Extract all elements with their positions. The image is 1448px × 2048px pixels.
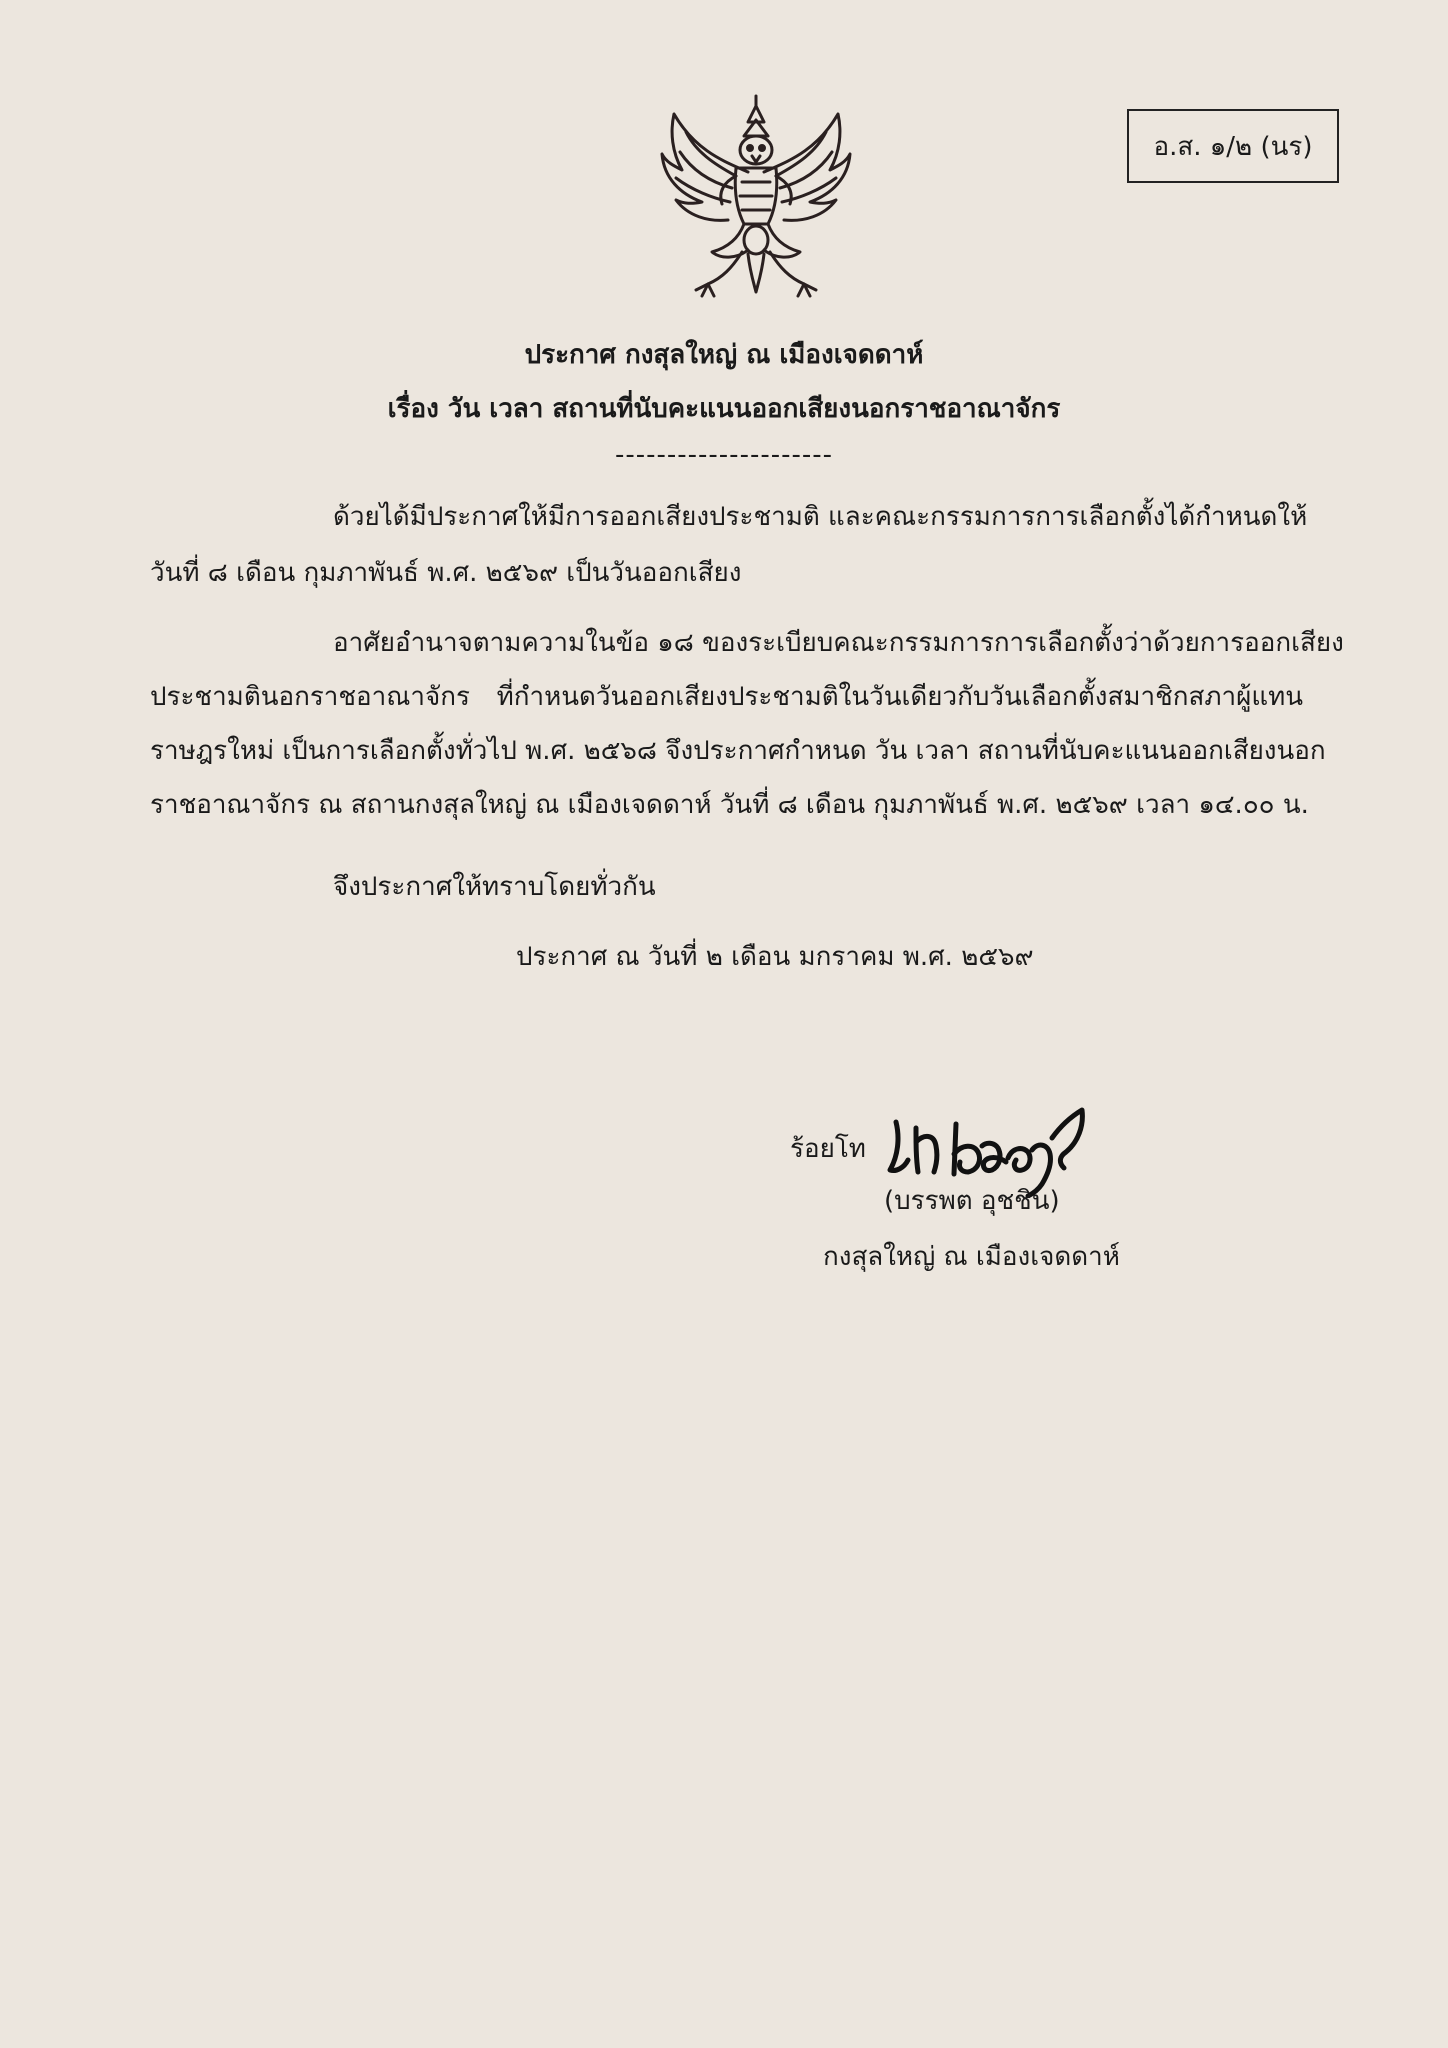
title-divider: --------------------- — [614, 440, 834, 470]
paragraph2-line2: ประชามตินอกราชอาณาจักร ที่กำหนดวันออกเสียงประชามติในวันเดียวกับวันเลือกตั้งสมาชิกสภาผู้แทน — [150, 682, 1303, 712]
garuda-emblem-icon — [656, 92, 856, 302]
closing-text: จึงประกาศให้ทราบโดยทั่วกัน — [333, 872, 656, 902]
paragraph2-line4: ราชอาณาจักร ณ สถานกงสุลใหญ่ ณ เมืองเจดดาห์ วันที่ ๘ เดือน กุมภาพันธ์ พ.ศ. ๒๕๖๙ เวลา ๑๔.๐๐ น. — [150, 790, 1309, 820]
paragraph2-line1: อาศัยอำนาจตามความในข้อ ๑๘ ของระเบียบคณะกรรมการการเลือกตั้งว่าด้วยการออกเสียง — [333, 628, 1344, 658]
paragraph2-line3: ราษฎรใหม่ เป็นการเลือกตั้งทั่วไป พ.ศ. ๒๕๖๘ จึงประกาศกำหนด วัน เวลา สถานที่นับคะแนนออกเสียงนอก — [150, 736, 1326, 766]
announcement-subject: เรื่อง วัน เวลา สถานที่นับคะแนนออกเสียงนอกราชอาณาจักร — [387, 394, 1061, 424]
signer-rank: ร้อยโท — [790, 1134, 866, 1164]
form-code-box — [1127, 109, 1339, 183]
paragraph1-line1: ด้วยได้มีประกาศให้มีการออกเสียงประชามติ และคณะกรรมการการเลือกตั้งได้กำหนดให้ — [333, 502, 1308, 532]
paragraph1-line2: วันที่ ๘ เดือน กุมภาพันธ์ พ.ศ. ๒๕๖๙ เป็นวันออกเสียง — [150, 558, 742, 588]
signer-name: (บรรพต อุชชิน) — [884, 1186, 1060, 1216]
announced-date: ประกาศ ณ วันที่ ๒ เดือน มกราคม พ.ศ. ๒๕๖๙ — [516, 942, 1034, 972]
form-code: อ.ส. ๑/๒ (นร) — [1153, 131, 1313, 162]
signer-position: กงสุลใหญ่ ณ เมืองเจดดาห์ — [823, 1242, 1120, 1272]
announcement-title: ประกาศ กงสุลใหญ่ ณ เมืองเจดดาห์ — [524, 340, 924, 370]
